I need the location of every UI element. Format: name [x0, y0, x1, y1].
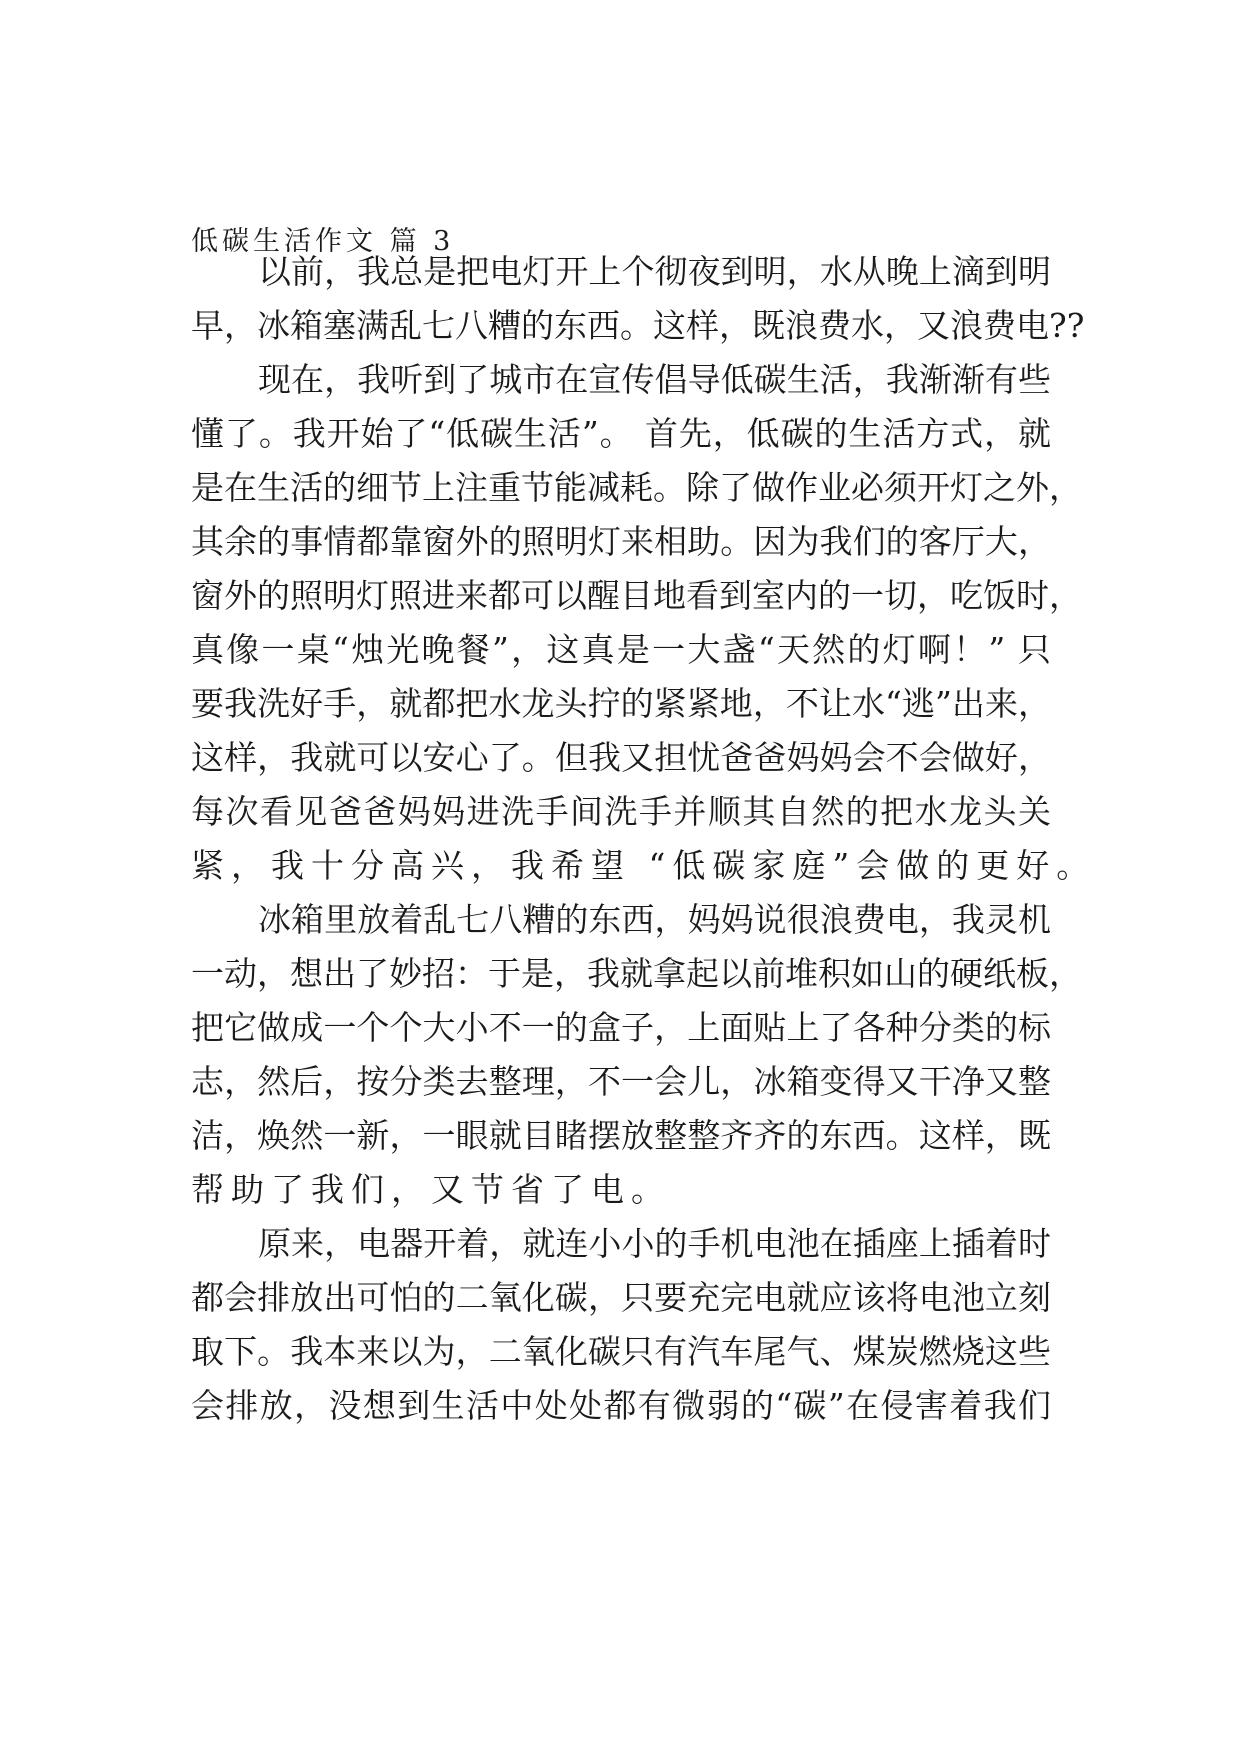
- text-line: 都会排放出可怕的二氧化碳，只要充完电就应该将电池立刻: [191, 1278, 1051, 1317]
- text-line: 这样，我就可以安心了。但我又担忧爸爸妈妈会不会做好，: [191, 738, 1051, 777]
- text-line: 志，然后，按分类去整理，不一会儿，冰箱变得又干净又整: [191, 1062, 1051, 1101]
- text-line: 现在，我听到了城市在宣传倡导低碳生活，我渐渐有些: [258, 360, 1051, 399]
- text-line: 把它做成一个个大小不一的盒子，上面贴上了各种分类的标: [191, 1008, 1051, 1047]
- text-line: 洁，焕然一新，一眼就目睹摆放整整齐齐的东西。这样，既: [191, 1116, 1051, 1155]
- text-line: 是在生活的细节上注重节能减耗。除了做作业必须开灯之外，: [191, 468, 1082, 507]
- text-line: 紧，我十分高兴，我希望 “低碳家庭”会做的更好。: [191, 846, 1097, 885]
- text-line: 以前，我总是把电灯开上个彻夜到明，水从晚上滴到明: [258, 252, 1051, 291]
- text-line: 懂了。我开始了“低碳生活”。 首先，低碳的生活方式，就: [191, 414, 1051, 453]
- text-line: 每次看见爸爸妈妈进洗手间洗手并顺其自然的把水龙头关: [191, 792, 1051, 831]
- text-line: 冰箱里放着乱七八糟的东西，妈妈说很浪费电，我灵机: [258, 900, 1051, 939]
- text-line: 帮助了我们，又节省了电。: [191, 1170, 671, 1209]
- text-line: 要我洗好手，就都把水龙头拧的紧紧地，不让水“逃”出来，: [191, 684, 1051, 723]
- text-line: 取下。我本来以为，二氧化碳只有汽车尾气、煤炭燃烧这些: [191, 1332, 1051, 1371]
- text-line: 窗外的照明灯照进来都可以醒目地看到室内的一切，吃饭时，: [191, 576, 1082, 615]
- document-title: 低碳生活作文 篇 3: [191, 226, 455, 257]
- text-line: 原来，电器开着，就连小小的手机电池在插座上插着时: [258, 1224, 1051, 1263]
- text-line: 一动，想出了妙招：于是，我就拿起以前堆积如山的硬纸板，: [191, 954, 1082, 993]
- text-line: 其余的事情都靠窗外的照明灯来相助。因为我们的客厅大，: [191, 522, 1051, 561]
- text-line: 真像一桌“烛光晚餐”，这真是一大盏“天然的灯啊！” 只: [191, 630, 1051, 669]
- text-line: 会排放，没想到生活中处处都有微弱的“碳”在侵害着我们: [191, 1386, 1051, 1425]
- text-line: 早，冰箱塞满乱七八糟的东西。这样，既浪费水，又浪费电??: [191, 306, 1085, 345]
